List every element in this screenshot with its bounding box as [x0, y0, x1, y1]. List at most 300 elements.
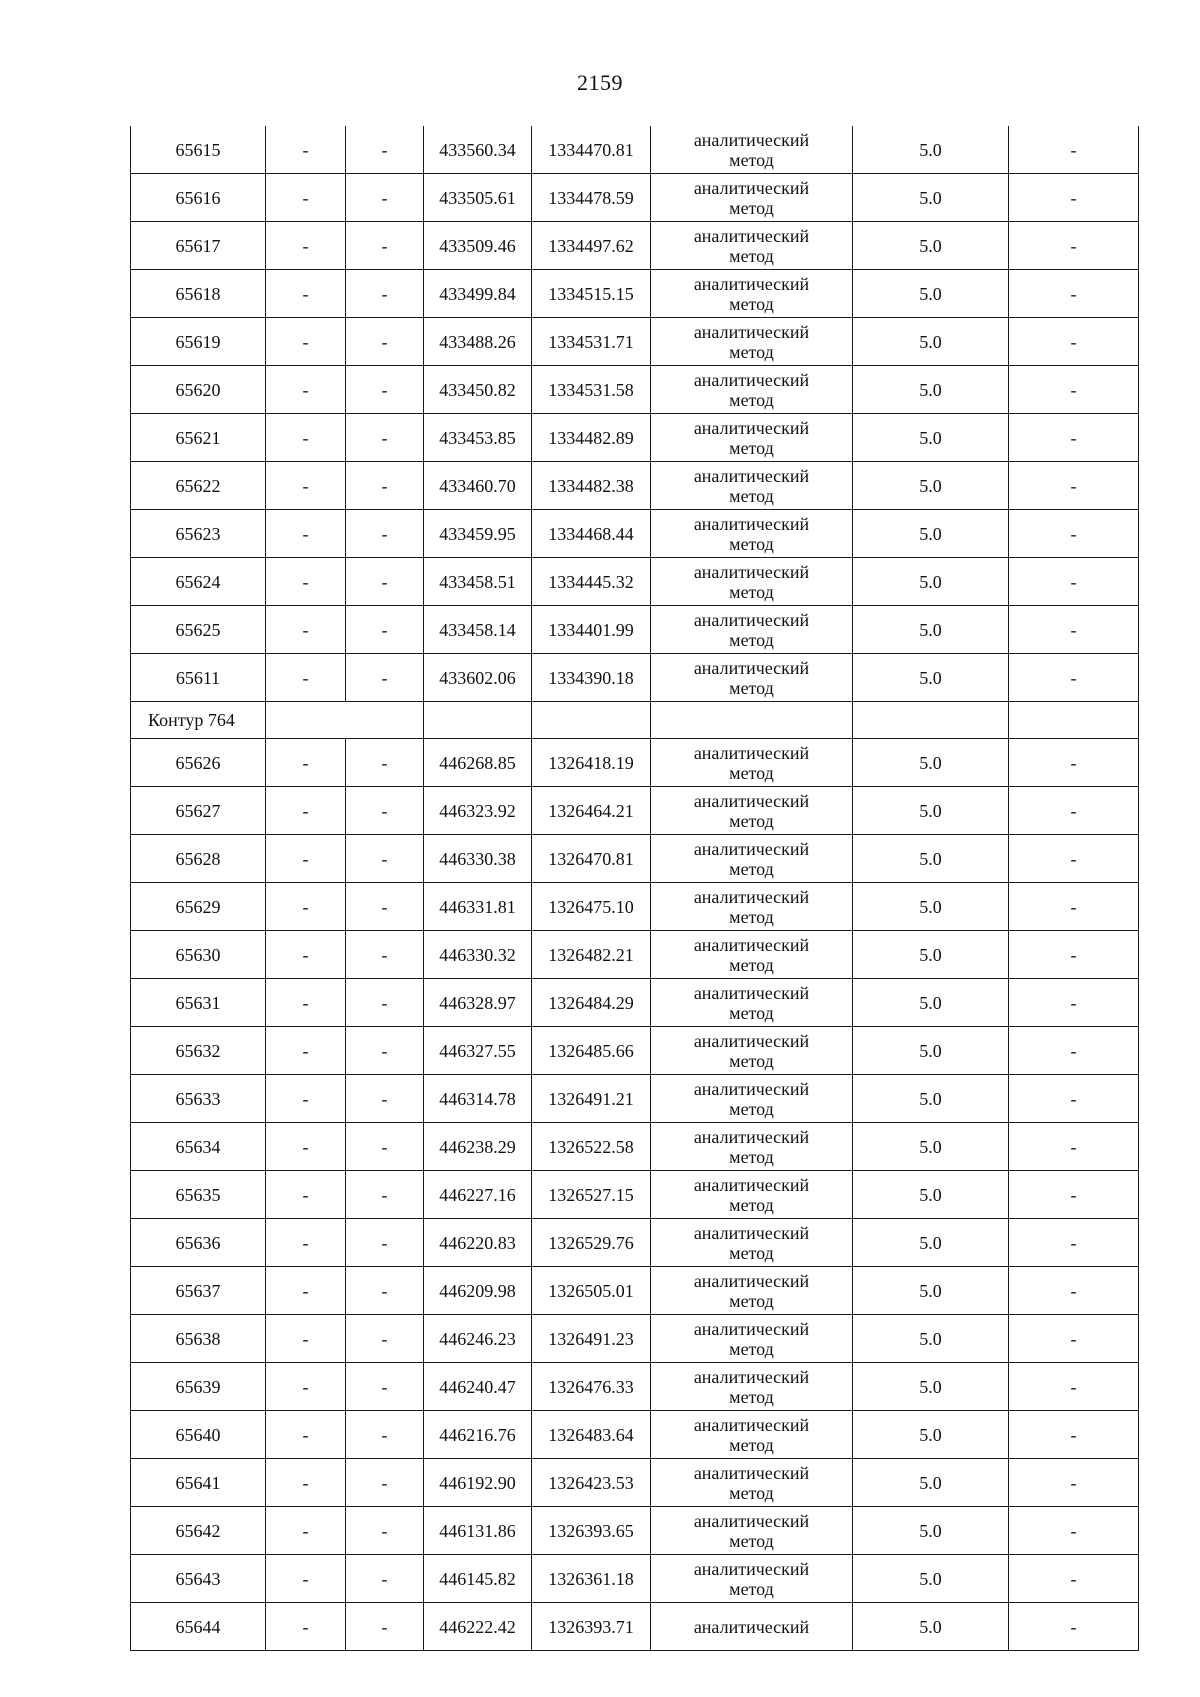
- x-coordinate-cell: 446328.97: [424, 979, 532, 1027]
- method-cell: [651, 1219, 853, 1267]
- table-row: [131, 270, 1139, 318]
- table-row: [131, 979, 1139, 1027]
- y-coordinate-cell: 1334401.99: [532, 606, 651, 654]
- table-row: [131, 931, 1139, 979]
- accuracy-cell: 5.0: [853, 366, 1009, 414]
- table-row: [131, 1363, 1139, 1411]
- method-text: аналитический: [693, 1414, 810, 1435]
- point-id-cell: 65629: [131, 883, 266, 931]
- accuracy-cell: 5.0: [853, 931, 1009, 979]
- x-coordinate-cell: 446330.38: [424, 835, 532, 883]
- accuracy-cell: 5.0: [853, 835, 1009, 883]
- method-cell: [651, 654, 853, 702]
- accuracy-cell: 5.0: [853, 1459, 1009, 1507]
- point-id-cell: 65624: [131, 558, 266, 606]
- method-cell: [651, 1603, 853, 1651]
- accuracy-cell: 5.0: [853, 979, 1009, 1027]
- method-cell: [651, 835, 853, 883]
- column-3-cell: -: [346, 1411, 424, 1459]
- column-2-cell: -: [266, 883, 346, 931]
- contour-header-row: [131, 702, 1139, 739]
- method-cell: [651, 174, 853, 222]
- column-2-cell: -: [266, 979, 346, 1027]
- column-3-cell: -: [346, 1507, 424, 1555]
- y-coordinate-cell: 1326483.64: [532, 1411, 651, 1459]
- y-coordinate-cell: 1326393.71: [532, 1603, 651, 1651]
- point-id-cell: 65625: [131, 606, 266, 654]
- table-row: [131, 835, 1139, 883]
- table-row: [131, 1315, 1139, 1363]
- column-2-cell: -: [266, 1363, 346, 1411]
- method-text: аналитический: [693, 513, 810, 534]
- x-coordinate-cell: 446314.78: [424, 1075, 532, 1123]
- column-3-cell: -: [346, 318, 424, 366]
- accuracy-cell: 5.0: [853, 1123, 1009, 1171]
- x-coordinate-cell: 446145.82: [424, 1555, 532, 1603]
- column-3-cell: -: [346, 1603, 424, 1651]
- accuracy-cell: 5.0: [853, 174, 1009, 222]
- contour-empty-cell: [1009, 702, 1139, 739]
- accuracy-cell: 5.0: [853, 414, 1009, 462]
- column-8-cell: -: [1009, 739, 1139, 787]
- column-2-cell: -: [266, 174, 346, 222]
- x-coordinate-cell: 446323.92: [424, 787, 532, 835]
- accuracy-cell: 5.0: [853, 510, 1009, 558]
- x-coordinate-cell: 433458.51: [424, 558, 532, 606]
- column-2-cell: -: [266, 835, 346, 883]
- method-text: аналитический: [693, 129, 810, 150]
- column-3-cell: -: [346, 931, 424, 979]
- column-8-cell: -: [1009, 979, 1139, 1027]
- x-coordinate-cell: 433505.61: [424, 174, 532, 222]
- contour-empty-cell: [532, 702, 651, 739]
- method-text: метод: [729, 197, 774, 218]
- column-2-cell: -: [266, 1555, 346, 1603]
- table-row: [131, 606, 1139, 654]
- table-row: [131, 739, 1139, 787]
- column-3-cell: -: [346, 1171, 424, 1219]
- accuracy-cell: 5.0: [853, 883, 1009, 931]
- method-cell: [651, 462, 853, 510]
- table-row: [131, 510, 1139, 558]
- y-coordinate-cell: 1334515.15: [532, 270, 651, 318]
- column-2-cell: -: [266, 1075, 346, 1123]
- point-id-cell: 65634: [131, 1123, 266, 1171]
- accuracy-cell: 5.0: [853, 1267, 1009, 1315]
- method-text: метод: [729, 1290, 774, 1311]
- column-2-cell: -: [266, 1123, 346, 1171]
- column-3-cell: -: [346, 1075, 424, 1123]
- accuracy-cell: 5.0: [853, 126, 1009, 174]
- method-text: аналитический: [693, 1174, 810, 1195]
- table-row: [131, 1507, 1139, 1555]
- table-row: [131, 318, 1139, 366]
- method-text: метод: [729, 1098, 774, 1119]
- contour-empty-cell: [853, 702, 1009, 739]
- column-3-cell: -: [346, 174, 424, 222]
- x-coordinate-cell: 446327.55: [424, 1027, 532, 1075]
- table-row: [131, 558, 1139, 606]
- column-3-cell: -: [346, 414, 424, 462]
- column-8-cell: -: [1009, 462, 1139, 510]
- column-3-cell: -: [346, 222, 424, 270]
- table-row: [131, 787, 1139, 835]
- y-coordinate-cell: 1334482.38: [532, 462, 651, 510]
- accuracy-cell: 5.0: [853, 1027, 1009, 1075]
- column-2-cell: -: [266, 931, 346, 979]
- x-coordinate-cell: 433453.85: [424, 414, 532, 462]
- contour-empty-cell: [424, 702, 532, 739]
- method-text: метод: [729, 1386, 774, 1407]
- method-cell: [651, 787, 853, 835]
- column-2-cell: -: [266, 1171, 346, 1219]
- x-coordinate-cell: 446227.16: [424, 1171, 532, 1219]
- accuracy-cell: 5.0: [853, 318, 1009, 366]
- point-id-cell: 65618: [131, 270, 266, 318]
- column-3-cell: -: [346, 1363, 424, 1411]
- method-text: аналитический: [693, 886, 810, 907]
- x-coordinate-cell: 433499.84: [424, 270, 532, 318]
- accuracy-cell: 5.0: [853, 739, 1009, 787]
- column-8-cell: -: [1009, 1363, 1139, 1411]
- method-text: метод: [729, 389, 774, 410]
- accuracy-cell: 5.0: [853, 1603, 1009, 1651]
- column-8-cell: -: [1009, 1555, 1139, 1603]
- method-text: аналитический: [693, 1558, 810, 1579]
- column-8-cell: -: [1009, 270, 1139, 318]
- x-coordinate-cell: 446192.90: [424, 1459, 532, 1507]
- column-8-cell: -: [1009, 1123, 1139, 1171]
- method-cell: [651, 1027, 853, 1075]
- point-id-cell: 65641: [131, 1459, 266, 1507]
- accuracy-cell: 5.0: [853, 270, 1009, 318]
- point-id-cell: 65617: [131, 222, 266, 270]
- method-text: аналитический: [693, 1510, 810, 1531]
- accuracy-cell: 5.0: [853, 1315, 1009, 1363]
- table-row: [131, 414, 1139, 462]
- table-row: [131, 883, 1139, 931]
- method-text: аналитический: [693, 934, 810, 955]
- method-text: аналитический: [693, 177, 810, 198]
- x-coordinate-cell: 446209.98: [424, 1267, 532, 1315]
- method-cell: [651, 1555, 853, 1603]
- point-id-cell: 65639: [131, 1363, 266, 1411]
- method-cell: [651, 739, 853, 787]
- column-3-cell: -: [346, 126, 424, 174]
- accuracy-cell: 5.0: [853, 1171, 1009, 1219]
- column-8-cell: -: [1009, 558, 1139, 606]
- column-3-cell: -: [346, 1219, 424, 1267]
- method-text: метод: [729, 245, 774, 266]
- method-text: метод: [729, 581, 774, 602]
- table-row: [131, 1411, 1139, 1459]
- table-row: [131, 1027, 1139, 1075]
- method-text: аналитический: [693, 609, 810, 630]
- method-cell: [651, 414, 853, 462]
- method-text: метод: [729, 677, 774, 698]
- method-cell: [651, 979, 853, 1027]
- column-2-cell: -: [266, 126, 346, 174]
- column-8-cell: -: [1009, 787, 1139, 835]
- column-2-cell: -: [266, 1603, 346, 1651]
- point-id-cell: 65637: [131, 1267, 266, 1315]
- column-8-cell: -: [1009, 510, 1139, 558]
- column-2-cell: -: [266, 366, 346, 414]
- method-text: аналитический: [693, 1462, 810, 1483]
- x-coordinate-cell: 446240.47: [424, 1363, 532, 1411]
- table-row: [131, 126, 1139, 174]
- table-row: [131, 1459, 1139, 1507]
- column-2-cell: -: [266, 558, 346, 606]
- method-cell: [651, 126, 853, 174]
- column-8-cell: -: [1009, 1027, 1139, 1075]
- x-coordinate-cell: 433560.34: [424, 126, 532, 174]
- x-coordinate-cell: 446268.85: [424, 739, 532, 787]
- method-text: метод: [729, 1002, 774, 1023]
- point-id-cell: 65633: [131, 1075, 266, 1123]
- y-coordinate-cell: 1334445.32: [532, 558, 651, 606]
- x-coordinate-cell: 433602.06: [424, 654, 532, 702]
- method-text: метод: [729, 437, 774, 458]
- method-text: метод: [729, 1338, 774, 1359]
- column-3-cell: -: [346, 366, 424, 414]
- column-8-cell: -: [1009, 1315, 1139, 1363]
- y-coordinate-cell: 1326482.21: [532, 931, 651, 979]
- table-row: [131, 1603, 1139, 1651]
- table-row: [131, 222, 1139, 270]
- method-text: метод: [729, 1482, 774, 1503]
- method-text: аналитический: [693, 1030, 810, 1051]
- method-text: аналитический: [693, 1366, 810, 1387]
- y-coordinate-cell: 1334390.18: [532, 654, 651, 702]
- method-cell: [651, 1123, 853, 1171]
- method-text: метод: [729, 533, 774, 554]
- column-8-cell: -: [1009, 1459, 1139, 1507]
- y-coordinate-cell: 1334497.62: [532, 222, 651, 270]
- method-cell: [651, 270, 853, 318]
- column-3-cell: -: [346, 979, 424, 1027]
- method-cell: [651, 1363, 853, 1411]
- column-2-cell: -: [266, 1027, 346, 1075]
- x-coordinate-cell: 446131.86: [424, 1507, 532, 1555]
- column-8-cell: -: [1009, 1075, 1139, 1123]
- method-cell: [651, 366, 853, 414]
- method-text: метод: [729, 1578, 774, 1599]
- column-3-cell: -: [346, 558, 424, 606]
- column-2-cell: -: [266, 1411, 346, 1459]
- y-coordinate-cell: 1326361.18: [532, 1555, 651, 1603]
- method-text: метод: [729, 1146, 774, 1167]
- method-text: аналитический: [693, 321, 810, 342]
- accuracy-cell: 5.0: [853, 1363, 1009, 1411]
- method-text: метод: [729, 1194, 774, 1215]
- point-id-cell: 65611: [131, 654, 266, 702]
- y-coordinate-cell: 1334531.71: [532, 318, 651, 366]
- method-cell: [651, 931, 853, 979]
- point-id-cell: 65635: [131, 1171, 266, 1219]
- column-3-cell: -: [346, 739, 424, 787]
- point-id-cell: 65644: [131, 1603, 266, 1651]
- method-text: аналитический: [693, 1270, 810, 1291]
- column-8-cell: -: [1009, 606, 1139, 654]
- x-coordinate-cell: 433450.82: [424, 366, 532, 414]
- accuracy-cell: 5.0: [853, 558, 1009, 606]
- method-text: метод: [729, 341, 774, 362]
- contour-empty-cell: [266, 702, 424, 739]
- x-coordinate-cell: 433488.26: [424, 318, 532, 366]
- method-cell: [651, 318, 853, 366]
- column-8-cell: -: [1009, 931, 1139, 979]
- column-2-cell: -: [266, 270, 346, 318]
- point-id-cell: 65626: [131, 739, 266, 787]
- column-2-cell: -: [266, 318, 346, 366]
- y-coordinate-cell: 1326491.23: [532, 1315, 651, 1363]
- method-text: метод: [729, 810, 774, 831]
- column-8-cell: -: [1009, 318, 1139, 366]
- point-id-cell: 65630: [131, 931, 266, 979]
- method-cell: [651, 606, 853, 654]
- y-coordinate-cell: 1326393.65: [532, 1507, 651, 1555]
- method-cell: [651, 1267, 853, 1315]
- point-id-cell: 65628: [131, 835, 266, 883]
- accuracy-cell: 5.0: [853, 1411, 1009, 1459]
- column-8-cell: -: [1009, 414, 1139, 462]
- y-coordinate-cell: 1326491.21: [532, 1075, 651, 1123]
- method-text: метод: [729, 858, 774, 879]
- column-8-cell: -: [1009, 883, 1139, 931]
- column-3-cell: -: [346, 606, 424, 654]
- method-text: метод: [729, 293, 774, 314]
- point-id-cell: 65621: [131, 414, 266, 462]
- column-8-cell: -: [1009, 174, 1139, 222]
- column-2-cell: -: [266, 414, 346, 462]
- y-coordinate-cell: 1326529.76: [532, 1219, 651, 1267]
- method-text: метод: [729, 906, 774, 927]
- point-id-cell: 65620: [131, 366, 266, 414]
- table-row: [131, 366, 1139, 414]
- column-3-cell: -: [346, 1123, 424, 1171]
- column-8-cell: -: [1009, 835, 1139, 883]
- x-coordinate-cell: 433458.14: [424, 606, 532, 654]
- table-row: [131, 462, 1139, 510]
- column-8-cell: -: [1009, 366, 1139, 414]
- table-row: [131, 1171, 1139, 1219]
- point-id-cell: 65636: [131, 1219, 266, 1267]
- point-id-cell: 65632: [131, 1027, 266, 1075]
- table-row: [131, 1123, 1139, 1171]
- column-2-cell: -: [266, 1267, 346, 1315]
- column-3-cell: -: [346, 835, 424, 883]
- column-2-cell: -: [266, 510, 346, 558]
- column-8-cell: -: [1009, 1171, 1139, 1219]
- y-coordinate-cell: 1326418.19: [532, 739, 651, 787]
- method-cell: [651, 883, 853, 931]
- accuracy-cell: 5.0: [853, 654, 1009, 702]
- method-text: аналитический: [693, 369, 810, 390]
- method-cell: [651, 510, 853, 558]
- method-text: метод: [729, 954, 774, 975]
- x-coordinate-cell: 446331.81: [424, 883, 532, 931]
- method-cell: [651, 1459, 853, 1507]
- y-coordinate-cell: 1326423.53: [532, 1459, 651, 1507]
- method-text: аналитический: [693, 1222, 810, 1243]
- x-coordinate-cell: 433509.46: [424, 222, 532, 270]
- point-id-cell: 65643: [131, 1555, 266, 1603]
- column-3-cell: -: [346, 462, 424, 510]
- y-coordinate-cell: 1326505.01: [532, 1267, 651, 1315]
- point-id-cell: 65638: [131, 1315, 266, 1363]
- y-coordinate-cell: 1334531.58: [532, 366, 651, 414]
- column-2-cell: -: [266, 222, 346, 270]
- column-8-cell: -: [1009, 222, 1139, 270]
- column-2-cell: -: [266, 1219, 346, 1267]
- method-text: метод: [729, 485, 774, 506]
- point-id-cell: 65631: [131, 979, 266, 1027]
- column-3-cell: -: [346, 1027, 424, 1075]
- table-body: [131, 126, 1139, 1651]
- column-2-cell: -: [266, 787, 346, 835]
- y-coordinate-cell: 1326464.21: [532, 787, 651, 835]
- column-2-cell: -: [266, 606, 346, 654]
- method-cell: [651, 558, 853, 606]
- page-number: 2159: [577, 70, 623, 95]
- point-id-cell: 65642: [131, 1507, 266, 1555]
- x-coordinate-cell: 433459.95: [424, 510, 532, 558]
- column-8-cell: -: [1009, 1219, 1139, 1267]
- column-8-cell: -: [1009, 1507, 1139, 1555]
- method-text: аналитический: [693, 1318, 810, 1339]
- column-8-cell: -: [1009, 1267, 1139, 1315]
- column-8-cell: -: [1009, 1603, 1139, 1651]
- method-cell: [651, 222, 853, 270]
- x-coordinate-cell: 446238.29: [424, 1123, 532, 1171]
- point-id-cell: 65622: [131, 462, 266, 510]
- column-8-cell: -: [1009, 654, 1139, 702]
- column-3-cell: -: [346, 1267, 424, 1315]
- y-coordinate-cell: 1334478.59: [532, 174, 651, 222]
- method-text: аналитический: [693, 465, 810, 486]
- table-row: [131, 1075, 1139, 1123]
- column-8-cell: -: [1009, 1411, 1139, 1459]
- method-text: метод: [729, 1050, 774, 1071]
- accuracy-cell: 5.0: [853, 1507, 1009, 1555]
- column-2-cell: -: [266, 1459, 346, 1507]
- method-cell: [651, 1411, 853, 1459]
- point-id-cell: 65640: [131, 1411, 266, 1459]
- method-text: метод: [729, 1434, 774, 1455]
- point-id-cell: 65616: [131, 174, 266, 222]
- method-text: метод: [729, 1530, 774, 1551]
- y-coordinate-cell: 1326522.58: [532, 1123, 651, 1171]
- accuracy-cell: 5.0: [853, 222, 1009, 270]
- accuracy-cell: 5.0: [853, 787, 1009, 835]
- column-2-cell: -: [266, 654, 346, 702]
- y-coordinate-cell: 1326476.33: [532, 1363, 651, 1411]
- method-cell: [651, 1507, 853, 1555]
- table-row: [131, 174, 1139, 222]
- accuracy-cell: 5.0: [853, 1075, 1009, 1123]
- column-3-cell: -: [346, 1315, 424, 1363]
- table-row: [131, 1555, 1139, 1603]
- x-coordinate-cell: 433460.70: [424, 462, 532, 510]
- column-8-cell: -: [1009, 126, 1139, 174]
- method-text: аналитический: [693, 273, 810, 294]
- method-cell: [651, 1171, 853, 1219]
- method-text: аналитический: [693, 790, 810, 811]
- contour-label: Контур 764: [131, 702, 266, 739]
- accuracy-cell: 5.0: [853, 606, 1009, 654]
- x-coordinate-cell: 446216.76: [424, 1411, 532, 1459]
